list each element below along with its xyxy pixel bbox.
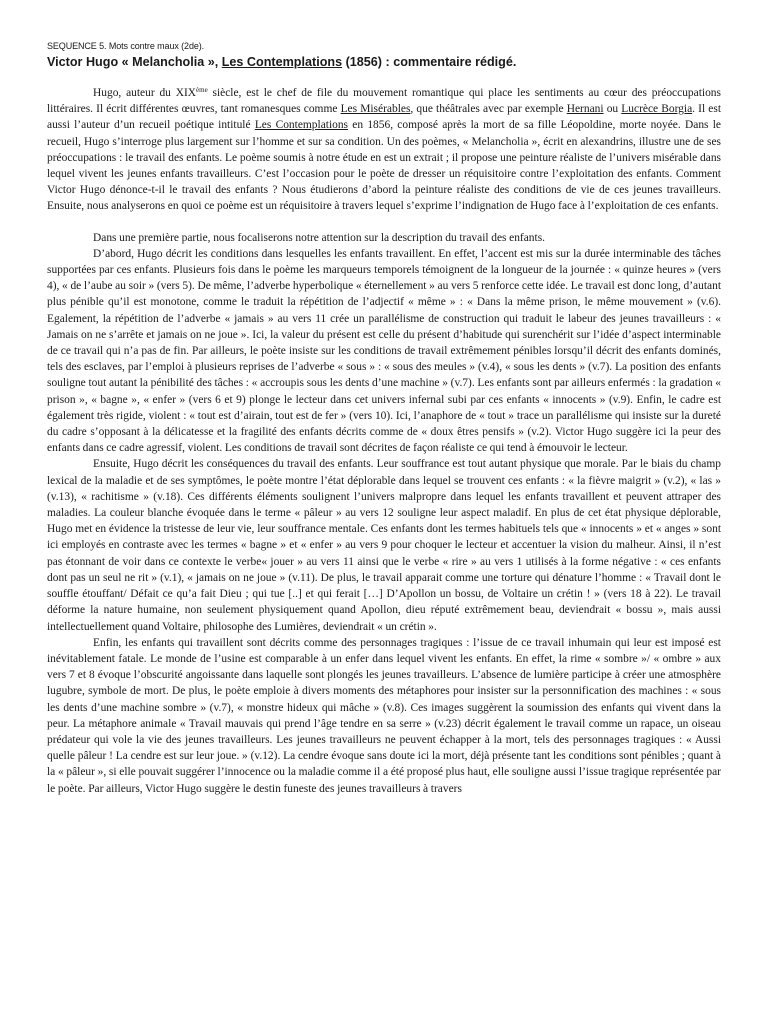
title-author-poem: Victor Hugo « Melancholia », [47,55,222,69]
work-title-hernani: Hernani [566,103,604,116]
title-work: Les Contemplations [221,55,343,69]
intro-paragraph [47,85,721,215]
sequence-header: SEQUENCE 5. Mots contre maux (2de). [47,41,205,51]
tragic-paragraph: Enfin, les enfants qui travaillent sont décrits comme des personnages tragiques : l’issue de ce travail inhumain qui leur est imposé est inévitablement fatale. Le monde de l’usine est comparable à un enfer dans lequel vivent les enfants. En effet, la rime « sombre »/ « ombre » aux vers 7 et 8 évoque l’obscurité angoissante dans laquelle sont plongés les jeunes travailleurs. L’absence de lumière participe à créer une atmosphère lugubre, symbole de mort. De plus, le poète emploie à divers moments des métaphores pour insister sur la personnification des machines : « sous les dents d’une machine sombre » (v.7), « monstre hideux qui mâche » (v.8). Ces images suggèrent la soumission des enfants qui vivent dans la peur. La métaphore animale « Travail mauvais qui prend l’âge tendre en sa serre » (v.23) décrit également le travail comme un rapace, un oiseau prédateur qui vole la vie des jeunes travailleurs. Les jeunes travailleurs ne peuvent échapper à la mort, tels des personnages tragiques : « Aussi quelle pâleur ! La cendre est sur leur joue. » (v.12). La cendre évoque sans doute ici la mort, déjà présente tant les conditions sont pénibles ; quant à la « pâleur », si elle pouvait suggérer l’innocence ou la maladie comme il a été proposé plus haut, elle souligne aussi l’issue tragique représentée par le poète. Par ailleurs, Victor Hugo suggère le destin funeste des jeunes travailleurs à travers [47,636,721,795]
intro-text: en 1856, composé après la mort de sa fille Léopoldine, morte noyée. Dans le recueil, Hugo s’interroge plus largement sur l’homme et sur sa condition. Un des poèmes, « Melancholia », écrit en alexandrins, illustre une de ses préoccupations : le travail des enfants. Le poème soumis à notre étude en est un extrait ; il propose une peinture réaliste de l’univers misérable dans lequel vivent les jeunes enfants travailleurs. C’est l’occasion pour le poète de dresser un réquisitoire contre l’exploitation des enfants. Comment Victor Hugo dénonce-t-il le travail des enfants ? Nous étudierons d’abord la peinture réaliste des conditions de vie de ces jeunes travailleurs. Ensuite, nous analyserons en quoi ce poème est un réquisitoire à travers lequel s’exprime l’indignation de Hugo face à l’exploitation de ces enfants. [47,119,721,213]
intro-text: siècle, est le chef de file du mouvement romantique qui place les sentiments au cœur des préoccupations littéraires. Il écrit différentes œuvres, tant romanesques comme [47,87,721,116]
page-title [47,54,721,70]
conditions-paragraph: D’abord, Hugo décrit les conditions dans lesquelles les enfants travaillent. En effet, l’accent est mis sur la durée interminable des tâches supportées par ces enfants. Plusieurs fois dans le poème les marqueurs temporels témoignent de la longueur de la journée : « quinze heures » (vers 4), « de l’aube au soir » (vers 5). De même, l’adverbe hyperbolique « éternellement » au vers 5 renforce cette idée. Le travail est donc long, d’autant plus pénible qu’il est monotone, comme le traduit la répétition de l’adjectif « même » : « Dans la même prison, le même mouvement » (v.6). Egalement, la répétition de l’adverbe « jamais » au vers 11 crée un parallélisme de construction qui traduit le labeur des jeunes travailleurs : « Jamais on ne s’arrête et jamais on ne joue ». Ici, la valeur du présent est celle du présent d’habitude qui surenchérit sur l’idée d’aspect interminable de ce travail qui n’a pas de fin. Par ailleurs, le poète insiste sur les conditions de travail extrêmement pénibles lorsqu’il décrit des enfants dominés, tels des esclaves, par l’emploi à plusieurs reprises de l’adverbe « sous » : « sous des meules » (v.4), « sous les dents » (v.7). La position des enfants souligne tout autant la pénibilité des tâches : « accroupis sous les dents d’une machine » (v.7). Les enfants sont par ailleurs enfermés : la gradation « prison », « bagne », « enfer » (vers 6 et 9) plonge le lecteur dans cet univers infernal subi par ces enfants « innocents » (v.9). Enfin, le cadre est également très rigide, violent : « tout est d’airain, tout est de fer » (vers 10). Ici, l’anaphore de « tout » trace un parallélisme qui insiste sur la dureté du cadre s’opposant à la délicatesse et la fragilité des enfants décrits comme de « doux êtres pensifs » (v.2). Victor Hugo suggère ici la peur des enfants dans ce cadre agressif, violent. Les conditions de travail sont décrites de façon réaliste ce qui tend à émouvoir le lecteur. [47,247,721,455]
intro-text: , que théâtrales avec par exemple [410,103,567,116]
part-intro-paragraph: Dans une première partie, nous focaliserons notre attention sur la description du travail des enfants. [93,231,546,244]
intro-text: . Il est aussi l’auteur d’un recueil poétique intitulé [47,103,721,132]
work-title-lucrece-borgia: Lucrèce Borgia [621,103,693,116]
work-title-contemplations: Les Contemplations [254,119,349,132]
title-rest: (1856) : commentaire rédigé. [342,55,517,69]
consequences-paragraph: Ensuite, Hugo décrit les conséquences du travail des enfants. Leur souffrance est tout autant physique que morale. Par le biais du champ lexical de la maladie et de ses symptômes, le poète montre l’état déplorable dans lequel se trouvent ces enfants : « la fièvre maigrit » (v.2), « las » (v.13), « rachitisme » (v.18). Ces différents éléments soulignent l’univers malpropre dans lequel les enfants travaillent et peuvent attraper des maladies. La couleur blanche évoquée dans le terme « pâleur » au vers 12 souligne leur aspect maladif. En plus de cet état physique déplorable, Hugo met en évidence la tristesse de leur vie, leur souffrance mentale. Ces enfants dont les termes habituels tels que « innocents » et « anges » sont ici employés en contraste avec les termes « bagne » et « enfer » au vers 9 pour choquer le lecteur et accentuer la vision du malheur. Ainsi, il n’est pas étonnant de voir dans ce contexte le verbe« jouer » au vers 11 ainsi que le verbe « rire » au vers 1 utilisés à la forme négative : « ces enfants dont pas un seul ne rit » (v.1), « jamais on ne joue » (v.11). De plus, le travail apparait comme une torture qui dénature l’homme : « Travail dont le souffle étouffant/ Défait ce qu’a fait Dieu ; qui tue [..] et qui ferait […] D’Apollon un bossu, de Voltaire un crétin ! » (vers 18 à 22). Le travail déforme la nature humaine, non seulement physiquement quand Apollon, dieu réputé extrêmement beau, deviendrait « bossu », mais aussi intellectuellement quand Voltaire, philosophe des Lumières, deviendrait « un crétin ». [47,458,721,633]
commentary-body [47,85,721,797]
intro-text: ou [603,103,622,116]
intro-text: Hugo, auteur du XIX [93,87,197,99]
century-superscript: ème [196,86,208,94]
document-page [47,40,721,797]
work-title-miserables: Les Misérables [340,103,411,116]
